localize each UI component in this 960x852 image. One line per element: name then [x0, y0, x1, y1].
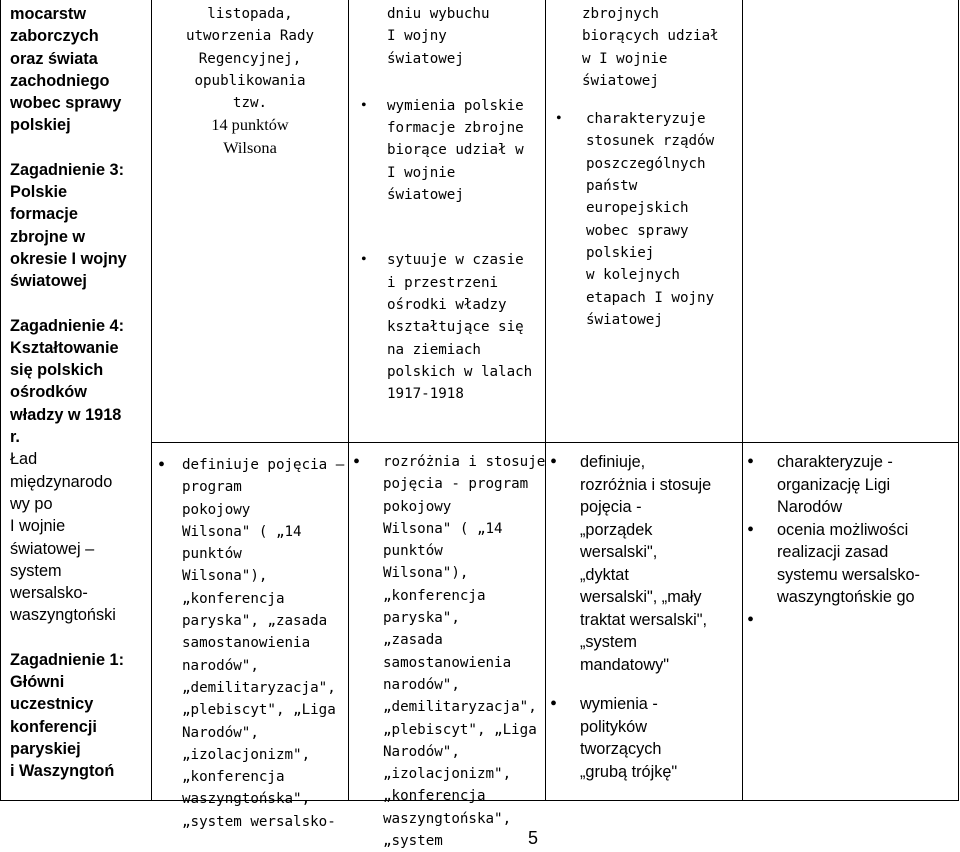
col4-bullet-2 — [546, 451, 742, 676]
text-line: dniu wybuchu — [387, 6, 490, 22]
text-line: oraz świata — [10, 49, 98, 68]
col5-bullet-3 — [743, 609, 958, 631]
text-line: etapach I wojny — [586, 289, 715, 306]
text-line: zachodniego — [10, 71, 110, 90]
text-line: „izolacjonizm", — [182, 746, 311, 763]
page-number: 5 — [528, 828, 539, 848]
text-line: w I wojnie — [582, 50, 668, 67]
text-line: punktów — [182, 546, 242, 563]
text-line: „izolacjonizm", — [383, 766, 512, 783]
text-line: sytuuje w czasie — [387, 252, 524, 269]
col2-bullet-text — [182, 454, 348, 833]
text-line: rozróżnia i stosuje — [580, 475, 712, 494]
text-line: wersalski", „mały — [580, 588, 702, 606]
text-line: waszyngtońskie go — [777, 588, 915, 606]
text-line: Wilsona" ( „14 — [182, 523, 302, 540]
text-line: traktat wersalski", — [580, 610, 708, 629]
bullet-icon: • — [361, 96, 367, 114]
text-line: Ład — [10, 450, 38, 469]
text-line: i Waszyngtoń — [10, 762, 115, 781]
col3-bullet-2 — [349, 249, 545, 405]
text-line: Zagadnienie 4: — [10, 316, 124, 335]
text-line: Zagadnienie 1: — [10, 650, 124, 669]
col1-cell — [10, 3, 150, 799]
col1-block-b — [10, 159, 150, 293]
text-line: polskiej — [10, 116, 71, 135]
bullet-icon: • — [361, 251, 367, 269]
text-line: samostanowienia — [182, 635, 311, 652]
text-line: mocarstw — [10, 5, 87, 23]
text-line: wy po — [10, 494, 53, 513]
text-line: r. — [10, 428, 20, 447]
text-line: mandatowy" — [580, 655, 670, 674]
bullet-icon: • — [747, 608, 755, 631]
text-line: ośrodków — [10, 383, 87, 402]
text-line: 14 punktów — [211, 115, 289, 135]
text-line: konferencji — [10, 717, 97, 736]
col2-top-text-serif — [152, 114, 348, 159]
text-line: formacje — [10, 205, 78, 224]
col3-bottom-cell — [349, 451, 546, 850]
col2-bottom-cell — [152, 454, 348, 830]
col3-top-cell — [349, 3, 545, 439]
text-line: światowej — [10, 272, 87, 291]
text-line: „demilitaryzacja", — [182, 679, 336, 696]
text-line: Polskie — [10, 183, 68, 202]
text-line: I wojny — [387, 28, 447, 45]
text-line: biorące udział w — [387, 142, 524, 159]
text-line: uczestnicy — [10, 695, 94, 714]
text-line: listopada, — [207, 6, 293, 22]
text-line: narodów", — [182, 657, 259, 674]
text-line: wersalsko- — [10, 584, 88, 603]
text-line: pokojowy — [383, 498, 452, 515]
text-line: „system wersalsko- — [182, 813, 336, 830]
text-line: Zagadnienie 3: — [10, 160, 124, 179]
text-line: charakteryzuje - — [777, 453, 893, 471]
text-line: poszczególnych — [586, 155, 706, 172]
text-line: tworzących — [580, 740, 662, 758]
text-line: pokojowy — [182, 501, 251, 518]
col4-top-text — [546, 3, 742, 92]
col3-bottom-text — [383, 451, 545, 852]
text-line: „konferencja — [182, 590, 285, 607]
text-line: Regencyjnej, — [198, 50, 302, 67]
row-divider — [151, 442, 959, 443]
text-line: państw — [586, 178, 638, 195]
text-line: kształtujące się — [387, 319, 524, 336]
text-line: światowej — [586, 311, 663, 328]
text-line: się polskich — [10, 361, 104, 380]
text-line: Kształtowanie — [10, 338, 119, 357]
bullet-icon: • — [550, 451, 558, 473]
col5-bullet-1 — [743, 451, 958, 519]
col4-bullet-1-text — [586, 108, 742, 331]
text-line: Narodów — [777, 498, 843, 516]
text-line: ośrodki władzy — [387, 296, 507, 313]
col4-top-cell — [546, 3, 742, 439]
text-line: wobec sprawy — [586, 222, 689, 239]
bullet-icon: • — [747, 451, 755, 473]
col4-bottom-cell — [546, 451, 742, 799]
col1-block-d — [10, 448, 150, 626]
text-line: polityków — [580, 717, 647, 736]
col4-bullet-2-text — [580, 451, 742, 676]
border-left — [0, 0, 1, 801]
text-line: Wilsona"), — [383, 565, 469, 582]
text-line: system — [10, 561, 62, 580]
text-line: program — [182, 479, 242, 496]
text-line: zaborczych — [10, 27, 99, 46]
text-line: wersalski", — [580, 543, 658, 561]
text-line: światowej — [387, 187, 464, 204]
text-line: „grubą trójkę" — [580, 762, 678, 781]
text-line: systemu wersalsko- — [777, 565, 920, 584]
text-line: światowej – — [10, 539, 95, 558]
text-line: światowej — [582, 72, 659, 89]
col5-bullet-2 — [743, 519, 958, 609]
col3-bullet-2-text — [387, 249, 545, 405]
text-line: Narodów", — [182, 724, 259, 741]
text-line: paryska", „zasada — [182, 613, 328, 630]
col1-block-c — [10, 315, 150, 449]
text-line: definiuje, — [580, 453, 646, 471]
text-line: „system — [383, 833, 443, 850]
bullet-icon: • — [158, 454, 166, 476]
text-line: „konferencja — [383, 788, 486, 805]
bullet-icon: • — [353, 451, 361, 473]
text-line: paryska", — [383, 610, 460, 627]
text-line: Wilsona"), — [182, 568, 268, 585]
col5-bottom-cell — [743, 451, 958, 799]
text-line: wymienia - — [580, 695, 658, 713]
text-line: organizację Ligi — [777, 475, 891, 494]
text-line: „system — [580, 633, 637, 651]
text-line: waszyngtońska", — [182, 791, 311, 808]
text-line: „porządek — [580, 520, 653, 539]
border-right — [958, 0, 959, 801]
text-line: Główni — [10, 673, 65, 692]
text-line: polskich w lalach — [387, 363, 533, 380]
col3-top-text — [349, 3, 545, 70]
text-line: wymienia polskie — [387, 97, 524, 114]
col3-bottom-bullet — [349, 451, 545, 852]
text-line: europejskich — [586, 200, 689, 217]
text-line: narodów", — [383, 676, 460, 693]
text-line: realizacji zasad — [777, 543, 889, 561]
col1-block-a — [10, 3, 150, 137]
text-line: na ziemiach — [387, 341, 481, 358]
text-line: pojęcia - — [580, 498, 642, 516]
text-line: formacje zbrojne — [387, 120, 524, 137]
text-line: waszyngtońska", — [383, 810, 512, 827]
text-line: I wojnie — [387, 164, 456, 181]
text-line: „plebiscyt", „Liga — [182, 702, 336, 719]
text-line: punktów — [383, 543, 443, 560]
text-line: i przestrzeni — [387, 274, 499, 291]
text-line: „konferencja — [182, 769, 285, 786]
text-line: międzynarodo — [10, 472, 113, 491]
bullet-icon: • — [747, 518, 755, 541]
text-line: samostanowienia — [383, 654, 512, 671]
text-line: Wilsona" ( „14 — [383, 520, 503, 537]
text-line: tzw. — [232, 95, 268, 112]
col4-bullet-1 — [546, 108, 742, 331]
text-line: 1917-1918 — [387, 386, 464, 403]
text-line: rozróżnia i stosuje — [383, 454, 546, 470]
text-line: „demilitaryzacja", — [383, 699, 537, 716]
text-line: stosunek rządów — [586, 133, 715, 150]
col1-block-e — [10, 649, 150, 783]
text-line: paryskiej — [10, 739, 81, 758]
bullet-icon: • — [556, 110, 562, 128]
col2-top-cell — [152, 3, 348, 163]
col3-bullet-1 — [349, 95, 545, 206]
text-line: ocenia możliwości — [777, 520, 909, 539]
text-line: „konferencja — [383, 587, 486, 604]
text-line: „plebiscyt", „Liga — [383, 721, 537, 738]
col4-bullet-3-text — [580, 693, 742, 783]
text-line: władzy w 1918 — [10, 405, 122, 424]
text-line: zbrojnych — [582, 6, 659, 22]
text-line: „zasada — [383, 632, 443, 649]
col2-top-text — [152, 3, 348, 114]
text-line: utworzenia Rady — [185, 28, 315, 45]
col2-bullet-item — [152, 454, 348, 833]
text-line: światowej — [387, 50, 464, 67]
text-line: definiuje pojęcia – — [182, 457, 345, 473]
bullet-icon: • — [550, 693, 558, 715]
text-line: „dyktat — [580, 565, 629, 584]
text-line: charakteryzuje — [586, 111, 706, 128]
text-line: pojęcia - program — [383, 476, 529, 493]
text-line: I wojnie — [10, 517, 66, 536]
col3-bullet-1-text — [387, 95, 545, 206]
text-line: wobec sprawy — [10, 94, 122, 113]
col5-bullet-2-text — [777, 519, 958, 609]
text-line: zbrojne w — [10, 227, 86, 246]
text-line: opublikowania — [194, 72, 306, 89]
col4-bullet-3 — [546, 693, 742, 783]
text-line: biorących udział — [582, 28, 719, 45]
text-line: okresie I wojny — [10, 249, 127, 268]
col5-bullet-1-text — [777, 451, 958, 519]
text-line: waszyngtoński — [10, 606, 116, 625]
text-line: w kolejnych — [586, 267, 680, 284]
text-line: polskiej — [586, 244, 655, 261]
text-line: Wilsona — [223, 137, 277, 157]
text-line: Narodów", — [383, 743, 460, 760]
